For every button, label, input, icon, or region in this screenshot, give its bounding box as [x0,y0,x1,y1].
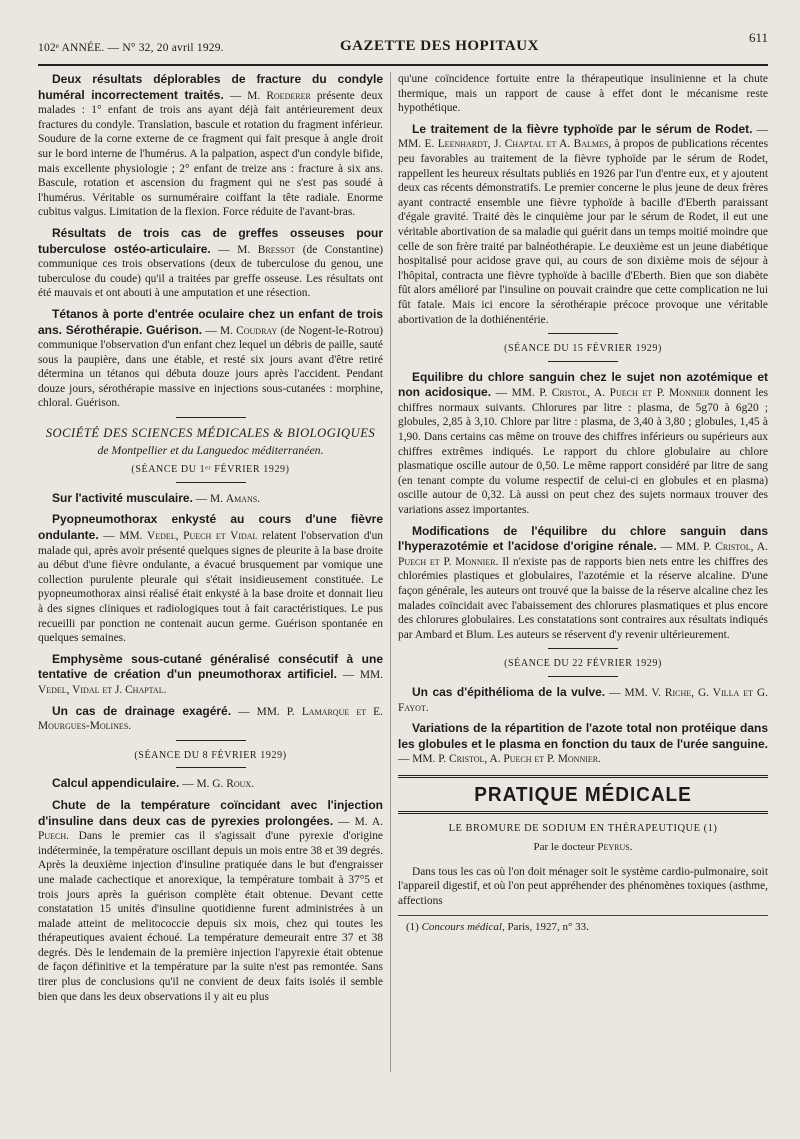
society-subheading: de Montpellier et du Languedoc méditerranéen. [97,442,324,457]
article-title: Tétanos à porte d'entrée oculaire chez un enfant de trois ans. Sérothérapie. Guérison. [38,306,383,337]
author-name: Cristol, A. Puech et P. Monnier [398,541,769,568]
article-paragraph: Le traitement de la fièvre typhoïde par le sérum de Rodet. — MM. E. Leenhardt, J. Chaptal et A. Balmes, à propos de publications récentes peu favorables au traitement de la fièvre typhoïde par le sérum de Rodet, rappellent les heureux résultats publiés en 1926 par l'un d'entre eux, et y ajoutent deux cas récents démonstratifs. Le premier concerne le plus jeune de deux frères ayant contracté ensemble une fièvre typhoïde à bacille d'Eberth paraissant d'égale gravité. Traité dès le cinquième jour par le sérum de Rodet, il eut une véritable abortivation de sa maladie qui guérit dans un temps moitié moindre que celle de son frère traité par balnéothérapie. Le deuxième est un jeune diabétique hospitalisé pour acidose grave qui, au cours de son dixième mois de séjour à l'hôpital, contracta une fièvre typhoïde à bacille d'Eberth. Bien que son diabète fût alors amélioré par l'insuline on pouvait craindre que cette complication ne lui fût fatale. Mais ici encore la sérothérapie précoce provoque une véritable abortivation de la dothiénentérie. [398,121,769,326]
article-body: (de Nogent-le-Rotrou) communique l'observation d'un enfant chez lequel un débris de paille, sauté sous la paupière, dans une étable, et resté six jours avant d'être retiré détermina un tétanos qui débuta douze jours après l'accident. Pendant douze jours, sérothérapie massive en injections sous-cutanées : morphine, chloral. Guérison. [38,324,383,410]
article-paragraph: Equilibre du chlore sanguin chez le sujet non azotémique et non acidosique. — MM. P. Cristol, A. Puech et P. Monnier donnent les chiffres normaux suivants. Chlorures par litre : plasma, de 5g70 à 6g20 ; globules, 2,85 à 3,10. Chlore par litre : plasma, de 3,40 à 3,80 ; globules, 1,45 à 1,90. Dans certains cas même on trouve des chiffres inférieurs ou supérieurs aux chiffres extrêmes indiqués. Le rapport du chlore globulaire au chlore plasmatique oscille autour de 0,50. Le même rapport considéré par litre de sang (en tenant compte du volume respectif de celui-ci en globules et en plasma) oscille autour de 0,32. Là aussi on peut chez des sujets normaux trouver des variations assez importantes. [398,369,769,517]
column-divider [390,72,391,1072]
separator-rule [176,767,246,768]
article-paragraph: Résultats de trois cas de greffes osseuses pour tuberculose ostéo-articulaire. — M. Bressot (de Constantine) communique ces trois observations (deux de tuberculose du genou, une tuberculose du coude) qu'il a traitées par greffe osseuse. Les résultats ont été mauvais et ont abouti à une amputation et une résection. [38,225,384,300]
separator-rule [548,333,618,334]
session-date: (SÉANCE DU 22 FÉVRIER 1929) [504,658,662,670]
article-body: donnent les chiffres normaux suivants. Chlorures par litre : plasma, de 5g70 à 6g20 ; globules, 2,85 à 3,10. Chlore par litre : plasma, de 3,40 à 3,80 ; globules, 1,45 à 1,90. Dans certains cas même on trouve des chiffres inférieurs ou supérieurs aux chiffres extrêmes indiqués. Le rapport du chlore globulaire au chlore plasmatique oscille autour de 0,50. Le même rapport considéré par litre de sang (en tenant compte du volume respectif de celui-ci en globules et en plasma) oscille autour de 0,32. Là aussi on peut chez des sujets normaux trouver des variations assez importantes. [398,387,769,517]
article-title: Résultats de trois cas de greffes osseuses pour tuberculose ostéo-articulaire. [38,225,383,256]
section-rule [398,811,768,814]
article-paragraph: Pyopneumothorax enkysté au cours d'une fièvre ondulante. — MM. Vedel, Puech et Vidal relatent l'observation d'un malade qui, après avoir présenté quelques signes de pleurite à la base droite au début d'une fièvre ondulante, a évacué brusquement par vomique une collection purulente pleurale qui s'était insidieusement constituée. Le pyopneumothorax ainsi réalisé était enkysté à la base droite et donnait lieu à des signes cliniques et radiologiques tout à fait caractéristiques. Le pus recueilli par ponction ne contenait aucun germe. Guérison spontanée en quelques semaines. [38,512,383,645]
article-byline: Par le docteur Peyrus. [533,841,633,854]
article-title: Pyopneumothorax enkysté au cours d'une fièvre ondulante. [38,512,383,543]
article-title: Equilibre du chlore sanguin chez le sujet non azotémique et non acidosique. [398,369,768,400]
author-name: Peyrus [597,841,630,854]
section-heading: PRATIQUE MÉDICALE [474,783,692,806]
author-name: Cristol, A. Puech et P. Monnier [448,753,599,766]
session-date: (SÉANCE DU 1ᵉʳ FÉVRIER 1929) [131,464,290,476]
article-paragraph: Sur l'activité musculaire. — M. Amans. [52,490,261,505]
article-paragraph: Calcul appendiculaire. — M. G. Roux. [52,776,255,791]
issue-info: 102ᵉ ANNÉE. — N° 32, 20 avril 1929. [38,42,224,54]
author-name: Vedel, Vidal et J. Chaptal [38,683,164,696]
article-paragraph: Un cas de drainage exagéré. — MM. P. Lamarque et E. Mourgues-Molines. [38,703,383,733]
article-continuation: qu'une coïncidence fortuite entre la thérapeutique insulinienne et la chute thermique, mais un rapport de cause à effet dont le mécanisme reste hypothétique. [398,73,768,115]
author-name: Puech [38,830,67,843]
separator-rule [176,482,246,483]
article-title: Variations de la répartition de l'azote total non protéique dans les globules et le plasma en fonction du taux de l'urée sanguine. [398,721,768,751]
session-date: (SÉANCE DU 15 FÉVRIER 1929) [504,343,662,355]
article-paragraph: Un cas d'épithélioma de la vulve. — MM. V. Riche, G. Villa et G. Fayot. [398,684,768,714]
separator-rule [548,648,618,649]
society-heading: SOCIÉTÉ DES SCIENCES MÉDICALES & BIOLOGIQUES [45,426,376,441]
author-name: Coudray [236,324,278,337]
left-column [38,72,383,1010]
article-title: Emphysème sous-cutané généralisé consécutif à une tentative de création d'un pneumothorax artificiel. [38,651,383,682]
author-name: Roux [226,778,252,791]
article-paragraph: Chute de la température coïncidant avec l'injection d'insuline dans deux cas de pyrexies prolongées. — M. A. Puech. Dans le premier cas il s'agissait d'une pyrexie d'origine indéterminée, la température oscillant depuis un mois entre 38 et 39 degrés. Après la deuxième injection d'insuline pratiquée dans le but d'engraisser une malade cachectique et anorexique, la température tombait à 37°5 et trois jours après la guérison complète était obtenue. Devant cette constatation 15 unités d'insuline quotidienne furent administrées à un malade atteint de melitococcie depuis six mois, chez qui toutes les thérapeutiques avaient échoué. La température demeurait entre 37 et 38 degrés. Dès le lendemain de la première injection l'apyrexie était obtenue de façon définitive et la température par la suite n'est pas remontée. Sans tirer plus de conclusions qu'il ne convient de deux faits isolés il semble bien que dans les deux observations il y ait eu plus [38,797,383,1003]
article-title: Un cas d'épithélioma de la vulve. [412,684,606,699]
footnote-rule [398,915,768,916]
article-title: Sur l'activité musculaire. [52,490,193,505]
author-name: Vedel, Puech et Vidal [147,530,258,543]
footnote-source: Concours médical [421,920,502,933]
article-heading: LE BROMURE DE SODIUM EN THÉRAPEUTIQUE (1) [448,822,718,834]
author-name: Roederer [266,89,311,102]
article-body: relatent l'observation d'un malade qui, après avoir présenté quelques signes de pleurite à la base droite au début d'une fièvre ondulante, a évacué brusquement par vomique une collection purulente pleurale qui s'était insidieusement constituée. Le pyopneumothorax ainsi réalisé était enkysté à la base droite et donnait lieu à des signes cliniques et radiologiques tout à fait caractéristiques. Le pus recueilli par ponction ne contenait aucun germe. Guérison spontanée en quelques semaines. [38,530,383,645]
article-title: Chute de la température coïncidant avec l'injection d'insuline dans deux cas de pyrexies prolongées. [38,797,383,828]
page-number: 611 [748,30,768,45]
article-title: Modifications de l'équilibre du chlore sanguin dans l'hyperazotémie et l'acidose d'origine rénale. [398,523,768,554]
article-title: Un cas de drainage exagéré. [52,703,232,718]
header-rule [38,64,768,66]
article-body: , à propos de publications récentes peu favorables au traitement de la fièvre typhoïde par le sérum de Rodet, rappellent les heureux résultats publiés en 1926 par l'un d'entre eux, et y ajoutent deux cas récents démonstratifs. Le premier concerne le plus jeune de deux frères ayant contracté ensemble une fièvre typhoïde à bacille d'Eberth paraissant d'égale gravité. Traité dès le cinquième jour par le sérum de Rodet, il eut une véritable abortivation de sa maladie qui guérit dans un temps moitié moindre que celle de son frère traité par balnéothérapie. Le deuxième est un jeune diabétique hospitalisé pour acidose grave qui, au cours de son dixième mois de séjour à l'hôpital, contracta une fièvre typhoïde à bacille d'Eberth. Bien que son diabète fût alors amélioré par l'insuline on pouvait craindre que cette complication ne lui fût fatale. Mais ici encore la sérothérapie précoce provoque une véritable abortivation de la dothiénentérie. [398,138,769,326]
session-date: (SÉANCE DU 8 FÉVRIER 1929) [134,749,287,761]
author-name: Bressot [257,243,296,256]
article-title: Le traitement de la fièvre typhoïde par le sérum de Rodet. [412,121,753,136]
article-body: Dans tous les cas où l'on doit ménager soit le système cardio-pulmonaire, soit l'appareil digestif, et où l'on peut appréhender des phénomènes toxiques (asthme, affections [398,865,768,907]
author-name: Lamarque et E. Mourgues-Molines [38,705,383,733]
author-name: Riche, G. Villa et G. Fayot [398,686,768,714]
footnote: (1) Concours médical, Paris, 1927, n° 33. [406,920,589,933]
article-paragraph: Variations de la répartition de l'azote total non protéique dans les globules et le plasma en fonction du taux de l'urée sanguine. — MM. P. Cristol, A. Puech et P. Monnier. [398,721,768,766]
article-paragraph: Modifications de l'équilibre du chlore sanguin dans l'hyperazotémie et l'acidose d'origine rénale. — MM. P. Cristol, A. Puech et P. Monnier. Il n'existe pas de rapports bien nets entre les chiffres des chlorémies plastiques et globulaires, l'azotémie et la réserve alcaline. D'une façon générale, les auteurs ont trouvé que la baisse de la réserve alcaline chez les malades coïncidait avec l'abaissement des chlorures plasmatiques et plus encore des chlorures globulaires. Les constatations sont contraires aux résultats indiqués par Ambard et Blum. Les auteurs se réservent d'y revenir ultérieurement. [398,523,769,641]
author-name: Leenhardt, J. Chaptal et A. Balmes [437,138,609,151]
right-column [398,72,768,934]
author-name: Cristol, A. Puech et P. Monnier [551,387,710,400]
article-paragraph: Tétanos à porte d'entrée oculaire chez un enfant de trois ans. Sérothérapie. Guérison. — M. Coudray (de Nogent-le-Rotrou) communique l'observation d'un enfant chez lequel un débris de paille, sauté sous la paupière, dans une étable, et resté six jours avant d'être retiré détermina un tétanos qui débuta douze jours après l'accident. Pendant douze jours, sérothérapie massive en injections sous-cutanées : morphine, chloral. Guérison. [38,306,383,410]
article-body: . Dans le premier cas il s'agissait d'une pyrexie d'origine indéterminée, la température oscillant depuis un mois entre 38 et 39 degrés. Après la deuxième injection d'insuline pratiquée dans le but d'engraisser une malade cachectique et anorexique, la température tombait à 37°5 et trois jours après la guérison complète était obtenue. Devant cette constatation 15 unités d'insuline quotidienne furent administrées à un malade atteint de melitococcie depuis six mois, chez qui toutes les thérapeutiques avaient échoué. La température demeurait entre 37 et 38 degrés. Dès le lendemain de la première injection l'apyrexie était obtenue de façon définitive et la température par la suite n'est pas remontée. Sans tirer plus de conclusions qu'il ne convient de deux faits isolés il semble bien que dans les deux observations il y ait eu plus [38,830,383,1003]
separator-rule [548,676,618,677]
article-paragraph: Deux résultats déplorables de fracture du condyle huméral incorrectement traités. — M. Roederer présente deux malades : 1° enfant de trois ans ayant déjà fait antérieurement deux fractures du condyle. Translation, bascule et rotation du fragment inférieur. Soudure de la corne externe de ce fragment qui fait presque à angle droit sur le bord interne de l'humérus. A la palpation, aspect d'un condyle bifide, mais excellente physiologie ; 2° enfant de treize ans : fracture à six ans. Bascule, rotation et ascension du fragment qui ne s'est pas soudé à l'humérus. Véritable os surnuméraire coiffant la tête radiale. Enorme cubitus valgus. Limitation de la flexion. Force réduite de l'avant-bras. [38,72,383,219]
running-header [38,30,768,58]
article-title: Deux résultats déplorables de fracture du condyle huméral incorrectement traités. [38,72,383,102]
article-title: Calcul appendiculaire. [52,776,180,791]
separator-rule [176,740,246,741]
section-rule [398,775,768,778]
article-body: . Il n'existe pas de rapports bien nets entre les chiffres des chlorémies plastiques et globulaires, l'azotémie et la réserve alcaline. D'une façon générale, les auteurs ont trouvé que la baisse de la réserve alcaline chez les malades coïncidait avec l'abaissement des chlorures plasmatiques et plus encore des chlorures globulaires. Les constatations sont contraires aux résultats indiqués par Ambard et Blum. Les auteurs se réservent d'y revenir ultérieurement. [398,555,768,641]
separator-rule [176,417,246,418]
article-paragraph: Emphysème sous-cutané généralisé consécutif à une tentative de création d'un pneumothorax artificiel. — MM. Vedel, Vidal et J. Chaptal. [38,651,383,696]
article-body: (de Constantine) communique ces trois observations (deux de tuberculose du genou, une tuberculose du coude) qu'il a traitées par greffe osseuse. Les résultats ont été mauvais et ont abouti à une amputation et une résection. [38,243,384,300]
article-body: présente deux malades : 1° enfant de trois ans ayant déjà fait antérieurement deux fractures du condyle. Translation, bascule et rotation du fragment inférieur. Soudure de la corne externe de ce fragment qui fait presque à angle droit sur le bord interne de l'humérus. A la palpation, aspect d'un condyle bifide, mais excellente physiologie ; 2° enfant de treize ans : fracture à six ans. Bascule, rotation et ascension du fragment qui ne s'est pas soudé à l'humérus. Véritable os surnuméraire coiffant la tête radiale. Enorme cubitus valgus. Limitation de la flexion. Force réduite de l'avant-bras. [38,89,383,219]
separator-rule [548,361,618,362]
journal-title: GAZETTE DES HOPITAUX [340,38,539,54]
author-name: Amans [225,492,258,505]
